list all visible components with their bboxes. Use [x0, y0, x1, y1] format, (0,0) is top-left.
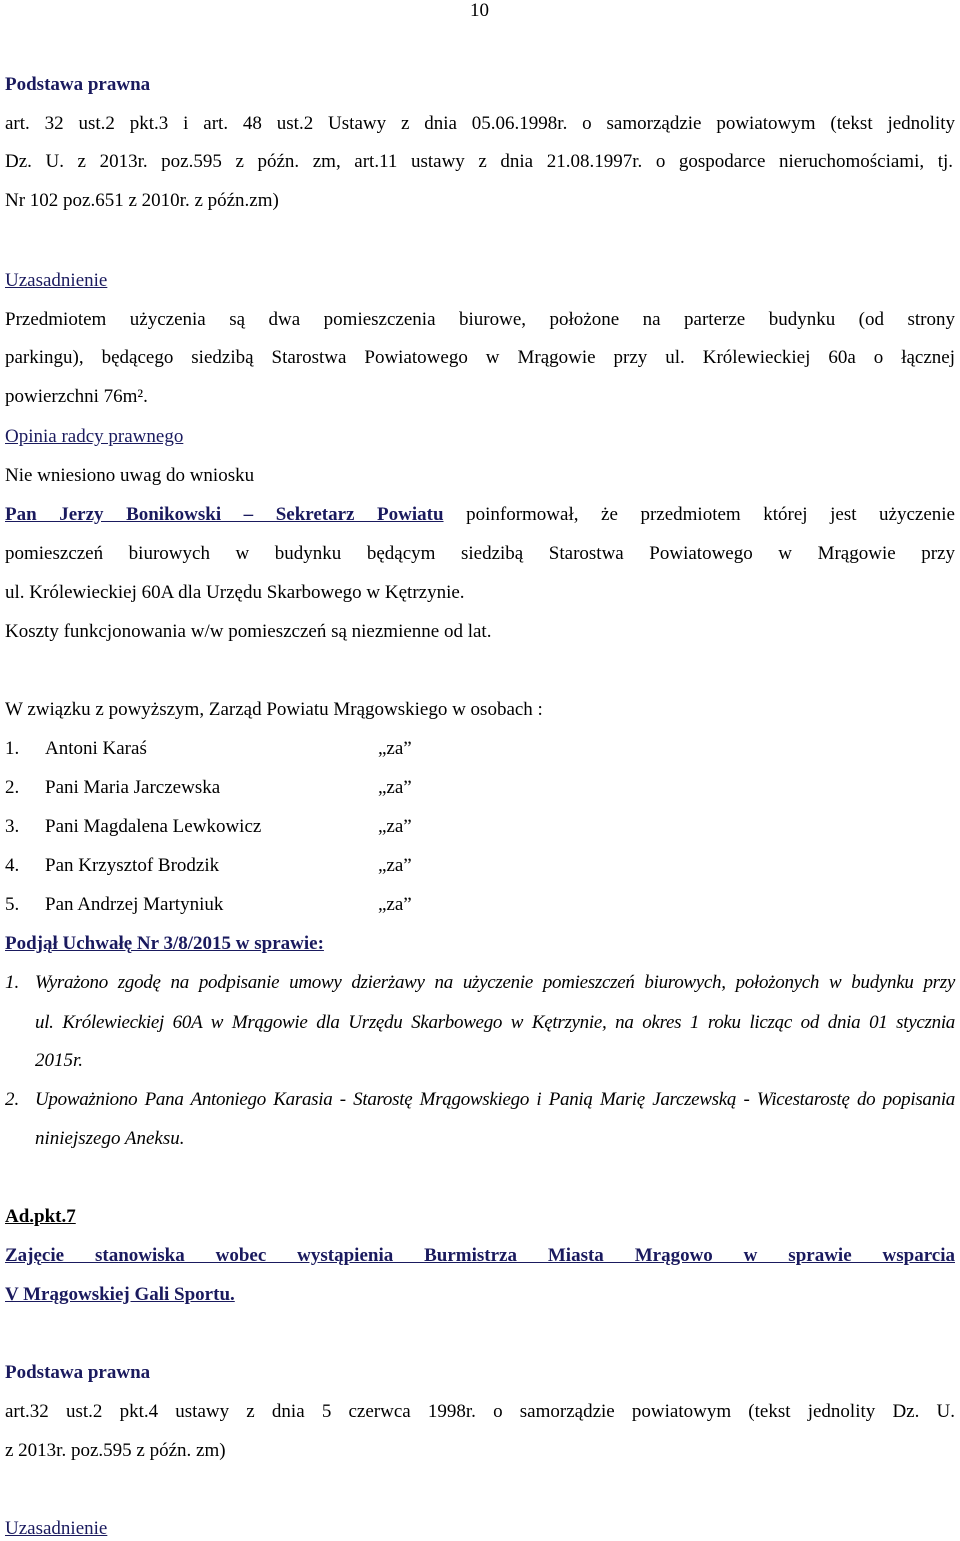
member-name: Antoni Karaś: [45, 738, 147, 759]
resolution-item-line: Upoważniono Pana Antoniego Karasia - Starostę Mrągowskiego i Panią Marię Jarczewską - Wicestarostę do popisania: [35, 1089, 955, 1110]
member-vote: „za”: [378, 816, 412, 837]
member-name: Pani Maria Jarczewska: [45, 777, 221, 798]
agenda-item-title: Zajęcie stanowiska wobec wystąpienia Burmistrza Miasta Mrągowo w sprawie wsparcia: [5, 1245, 955, 1266]
member-number: 3.: [5, 816, 20, 837]
member-name: Pani Magdalena Lewkowicz: [45, 816, 262, 837]
board-member-row: [5, 737, 505, 761]
member-name: Pan Krzysztof Brodzik: [45, 855, 220, 876]
member-vote: „za”: [378, 738, 412, 759]
basis-line: Nr 102 poz.651 z 2010r. z późn.zm): [5, 190, 279, 211]
member-number: 2.: [5, 777, 20, 798]
resolution-item-line: 2015r.: [35, 1050, 84, 1071]
board-member-row: [5, 854, 505, 878]
basis-heading: Podstawa prawna: [5, 74, 151, 95]
justification-line: Przedmiotem użyczenia są dwa pomieszczenia biurowe, położone na parterze budynku (od strony: [5, 309, 955, 330]
resolution-item-line: Wyrażono zgodę na podpisanie umowy dzierżawy na użyczenie pomieszczeń biurowych, położonych w budynku przy: [35, 972, 955, 993]
member-vote: „za”: [378, 777, 412, 798]
member-vote: „za”: [378, 894, 412, 915]
board-member-row: [5, 893, 505, 917]
resolution-item-number: 1.: [5, 972, 20, 993]
board-member-row: [5, 815, 505, 839]
legal-opinion-text: Nie wniesiono uwag do wniosku: [5, 465, 255, 486]
secretary-statement-text: poinformował, że przedmiotem której jest użyczenie: [443, 504, 955, 525]
member-number: 5.: [5, 894, 20, 915]
page-number: 10: [470, 0, 489, 21]
board-intro: W związku z powyższym, Zarząd Powiatu Mrągowskiego w osobach :: [5, 699, 543, 720]
member-vote: „za”: [378, 855, 412, 876]
resolution-item-number: 2.: [5, 1089, 20, 1110]
basis-line: Dz. U. z 2013r. poz.595 z późn. zm, art.11 ustawy z dnia 21.08.1997r. o gospodarce nieruchomościami, tj.: [5, 151, 953, 172]
agenda-item-label: Ad.pkt.7: [5, 1206, 76, 1227]
basis-line: art. 32 ust.2 pkt.3 i art. 48 ust.2 Ustawy z dnia 05.06.1998r. o samorządzie powiatowym (tekst jednolity: [5, 113, 955, 134]
justification-line: parkingu), będącego siedzibą Starostwa Powiatowego w Mrągowie przy ul. Królewieckiej 60a o łącznej: [5, 347, 955, 368]
secretary-statement-line: [5, 503, 955, 527]
basis-heading: Podstawa prawna: [5, 1362, 151, 1383]
basis-line: art.32 ust.2 pkt.4 ustawy z dnia 5 czerwca 1998r. o samorządzie powiatowym (tekst jednolity Dz. U.: [5, 1401, 955, 1422]
justification-heading: Uzasadnienie: [5, 270, 108, 291]
agenda-item-title: V Mrągowskiej Gali Sportu.: [5, 1284, 235, 1305]
resolution-heading: Podjął Uchwałę Nr 3/8/2015 w sprawie:: [5, 933, 324, 954]
resolution-item-line: ul. Królewieckiej 60A w Mrągowie dla Urzędu Skarbowego w Kętrzynie, na okres 1 roku licząc od dnia 01 stycznia: [35, 1012, 955, 1033]
board-member-row: [5, 776, 505, 800]
justification-heading: Uzasadnienie: [5, 1518, 108, 1539]
secretary-statement-line: pomieszczeń biurowych w budynku będącym siedzibą Starostwa Powiatowego w Mrągowie przy: [5, 543, 955, 564]
member-name: Pan Andrzej Martyniuk: [45, 894, 224, 915]
secretary-statement-line: ul. Królewieckiej 60A dla Urzędu Skarbowego w Kętrzynie.: [5, 582, 465, 603]
secretary-name: Pan Jerzy Bonikowski – Sekretarz Powiatu: [5, 504, 444, 525]
justification-line: powierzchni 76m².: [5, 386, 148, 407]
basis-line: z 2013r. poz.595 z późn. zm): [5, 1440, 226, 1461]
legal-opinion-heading: Opinia radcy prawnego: [5, 426, 184, 447]
resolution-item-line: niniejszego Aneksu.: [35, 1128, 185, 1149]
secretary-statement-line: Koszty funkcjonowania w/w pomieszczeń są niezmienne od lat.: [5, 621, 492, 642]
member-number: 4.: [5, 855, 20, 876]
member-number: 1.: [5, 738, 20, 759]
